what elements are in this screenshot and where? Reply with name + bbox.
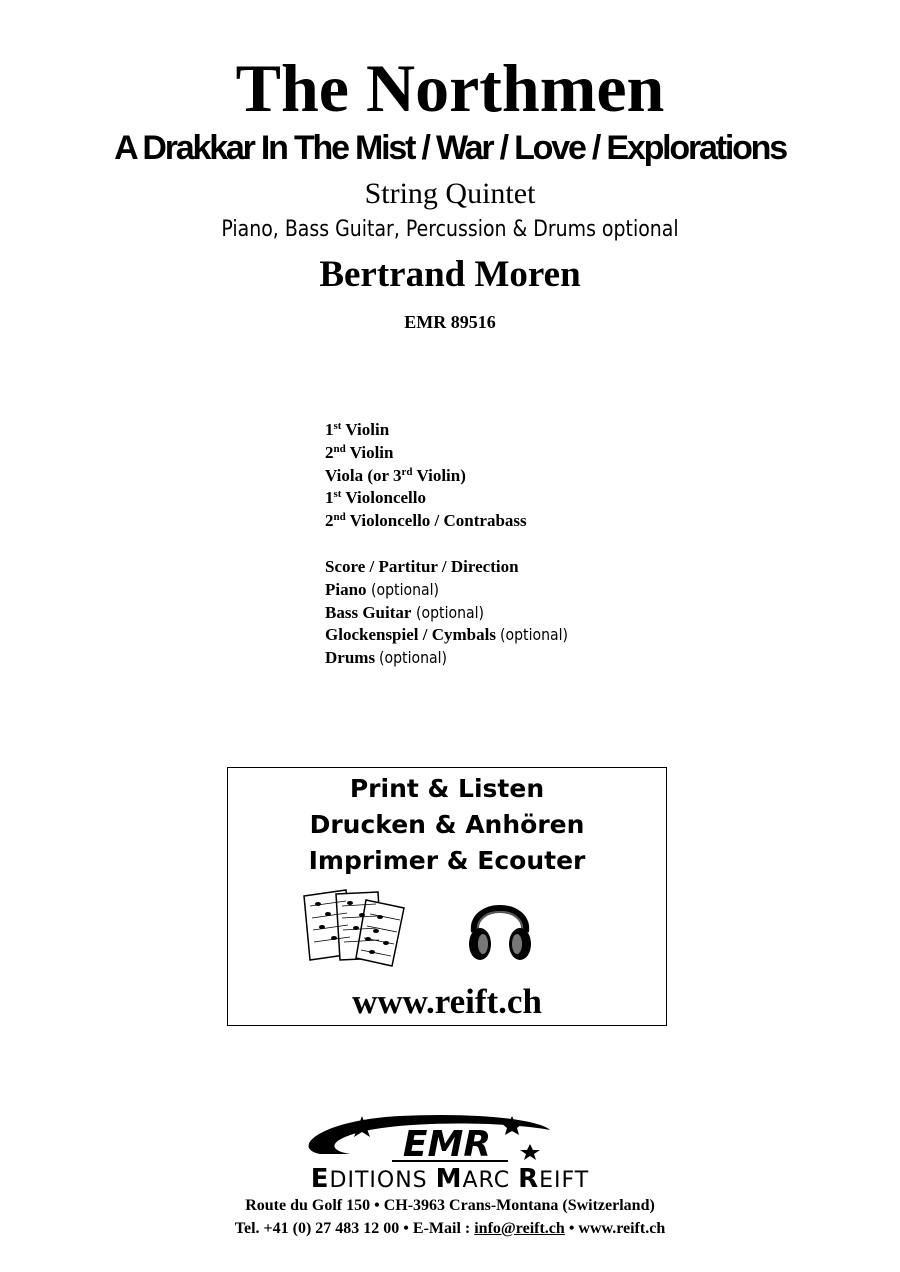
part-bass-guitar: Bass Guitar (optional) [325,602,484,622]
promo-line-en: Print & Listen [349,774,545,803]
publisher-contact: Tel. +41 (0) 27 483 12 00 • E-Mail : info@reift.ch • www.reift.ch [234,1220,666,1237]
print-listen-box [227,767,667,1026]
part-score: Score / Partitur / Direction [325,557,519,576]
part-violin-2: 2nd Violin [325,442,394,462]
part-cello-1: 1st Violoncello [325,488,426,508]
part-drums: Drums (optional) [325,648,448,668]
subtitle: A Drakkar In The Mist / War / Love / Explorations [114,129,786,167]
part-glockenspiel: Glockenspiel / Cymbals (optional) [325,625,569,645]
promo-line-fr: Imprimer & Ecouter [308,846,586,875]
website-link[interactable]: www.reift.ch [352,982,542,1021]
part-violin-1: 1st Violin [325,420,390,439]
string-parts-list [325,419,527,533]
sheet-music-icon [300,886,412,968]
ensemble: String Quintet [364,177,536,210]
page-title: The Northmen [235,50,665,126]
composer: Bertrand Moren [319,254,581,295]
publisher-name: EDITIONS MARC REIFT [310,1164,590,1194]
email-link[interactable]: info@reift.ch [474,1220,565,1237]
publisher-address: Route du Golf 150 • CH-3963 Crans-Montana (Switzerland) [245,1197,655,1214]
optional-instruments: Piano, Bass Guitar, Percussion & Drums optional [221,217,679,242]
catalog-number: EMR 89516 [404,312,496,332]
promo-line-de: Drucken & Anhören [309,810,585,839]
part-piano: Piano (optional) [325,579,439,599]
part-cello-2: 2nd Violoncello / Contrabass [325,511,527,531]
score-parts-list [325,556,578,670]
headphones-icon [464,888,536,964]
part-viola: Viola (or 3rd Violin) [325,465,466,485]
logo-text: EMR [402,1124,492,1165]
emr-logo [250,1108,650,1168]
